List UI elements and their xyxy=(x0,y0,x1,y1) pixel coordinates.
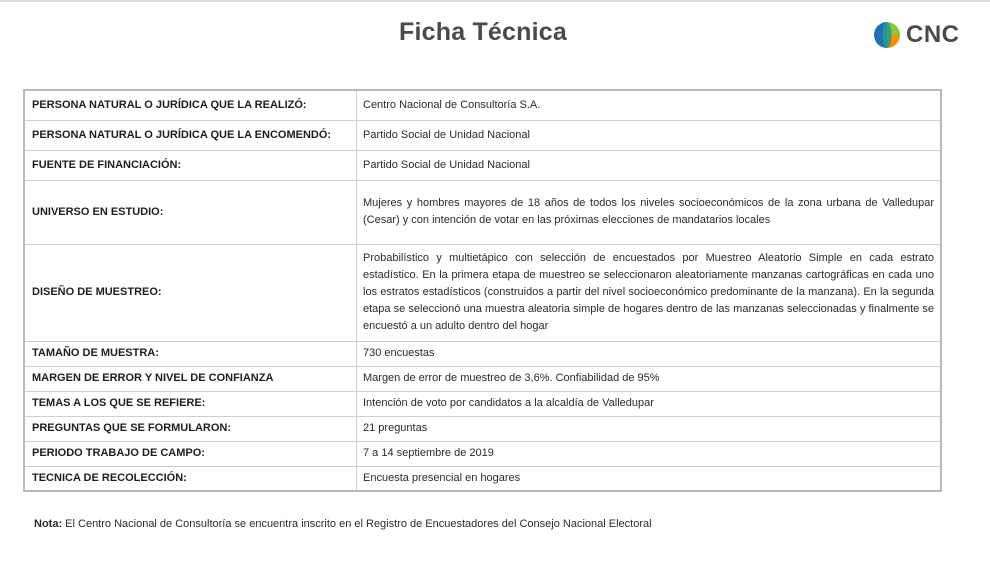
row-value: 21 preguntas xyxy=(357,416,942,441)
top-divider xyxy=(0,0,990,2)
row-label: PREGUNTAS QUE SE FORMULARON: xyxy=(24,416,357,441)
row-label: PERIODO TRABAJO DE CAMPO: xyxy=(24,441,357,466)
table-row xyxy=(24,90,941,120)
table-row xyxy=(24,391,941,416)
row-value: Partido Social de Unidad Nacional xyxy=(357,120,942,150)
table-row xyxy=(24,366,941,391)
row-value: Margen de error de muestreo de 3,6%. Confiabilidad de 95% xyxy=(357,366,942,391)
row-label: PERSONA NATURAL O JURÍDICA QUE LA REALIZÓ: xyxy=(24,90,357,120)
page-title: Ficha Técnica xyxy=(399,18,567,46)
footnote-label: Nota: xyxy=(34,518,63,530)
table-row xyxy=(24,150,941,180)
table-row xyxy=(24,416,941,441)
row-label: MARGEN DE ERROR Y NIVEL DE CONFIANZA xyxy=(24,366,357,391)
footnote-text: El Centro Nacional de Consultoría se encuentra inscrito en el Registro de Encuestadores del Consejo Nacional Electoral xyxy=(62,518,652,530)
cnc-logo-text: CNC xyxy=(906,21,960,48)
row-label: TAMAÑO DE MUESTRA: xyxy=(24,341,357,366)
row-label: TEMAS A LOS QUE SE REFIERE: xyxy=(24,391,357,416)
table-row xyxy=(24,441,941,466)
row-label: UNIVERSO EN ESTUDIO: xyxy=(24,180,357,244)
row-value: Centro Nacional de Consultoría S.A. xyxy=(357,90,942,120)
table-row xyxy=(24,180,941,244)
row-value: Probabilístico y multietápico con selección de encuestados por Muestreo Aleatorio Simple en cada estrato estadístico. En la primera etapa de muestreo se seleccionaron aleatoriamente manzanas cartográficas en cada uno los estratos estadísticos (construidos a partir del nivel socioeconómico predominante de la manzana). En la segunda etapa se seleccionó una muestra aleatoria simple de hogares dentro de las manzanas seleccionadas y finalmente se encuestó a un adulto dentro del hogar xyxy=(357,244,942,341)
table-row xyxy=(24,120,941,150)
row-value: 730 encuestas xyxy=(357,341,942,366)
technical-sheet-table xyxy=(23,89,942,492)
row-label: FUENTE DE FINANCIACIÓN: xyxy=(24,150,357,180)
footnote xyxy=(34,518,652,530)
row-value: Encuesta presencial en hogares xyxy=(357,466,942,491)
row-label: TECNICA DE RECOLECCIÓN: xyxy=(24,466,357,491)
table-row xyxy=(24,244,941,341)
row-value: Mujeres y hombres mayores de 18 años de todos los niveles socioeconómicos de la zona urbana de Valledupar (Cesar) y con intención de votar en las próximas elecciones de mandatarios locales xyxy=(357,180,942,244)
table-row xyxy=(24,341,941,366)
row-label: DISEÑO DE MUESTREO: xyxy=(24,244,357,341)
cnc-logo-icon xyxy=(873,21,901,49)
row-value: Intención de voto por candidatos a la alcaldía de Valledupar xyxy=(357,391,942,416)
row-value: 7 a 14 septiembre de 2019 xyxy=(357,441,942,466)
row-value: Partido Social de Unidad Nacional xyxy=(357,150,942,180)
cnc-logo xyxy=(873,20,960,50)
row-label: PERSONA NATURAL O JURÍDICA QUE LA ENCOMENDÓ: xyxy=(24,120,357,150)
table-row xyxy=(24,466,941,491)
